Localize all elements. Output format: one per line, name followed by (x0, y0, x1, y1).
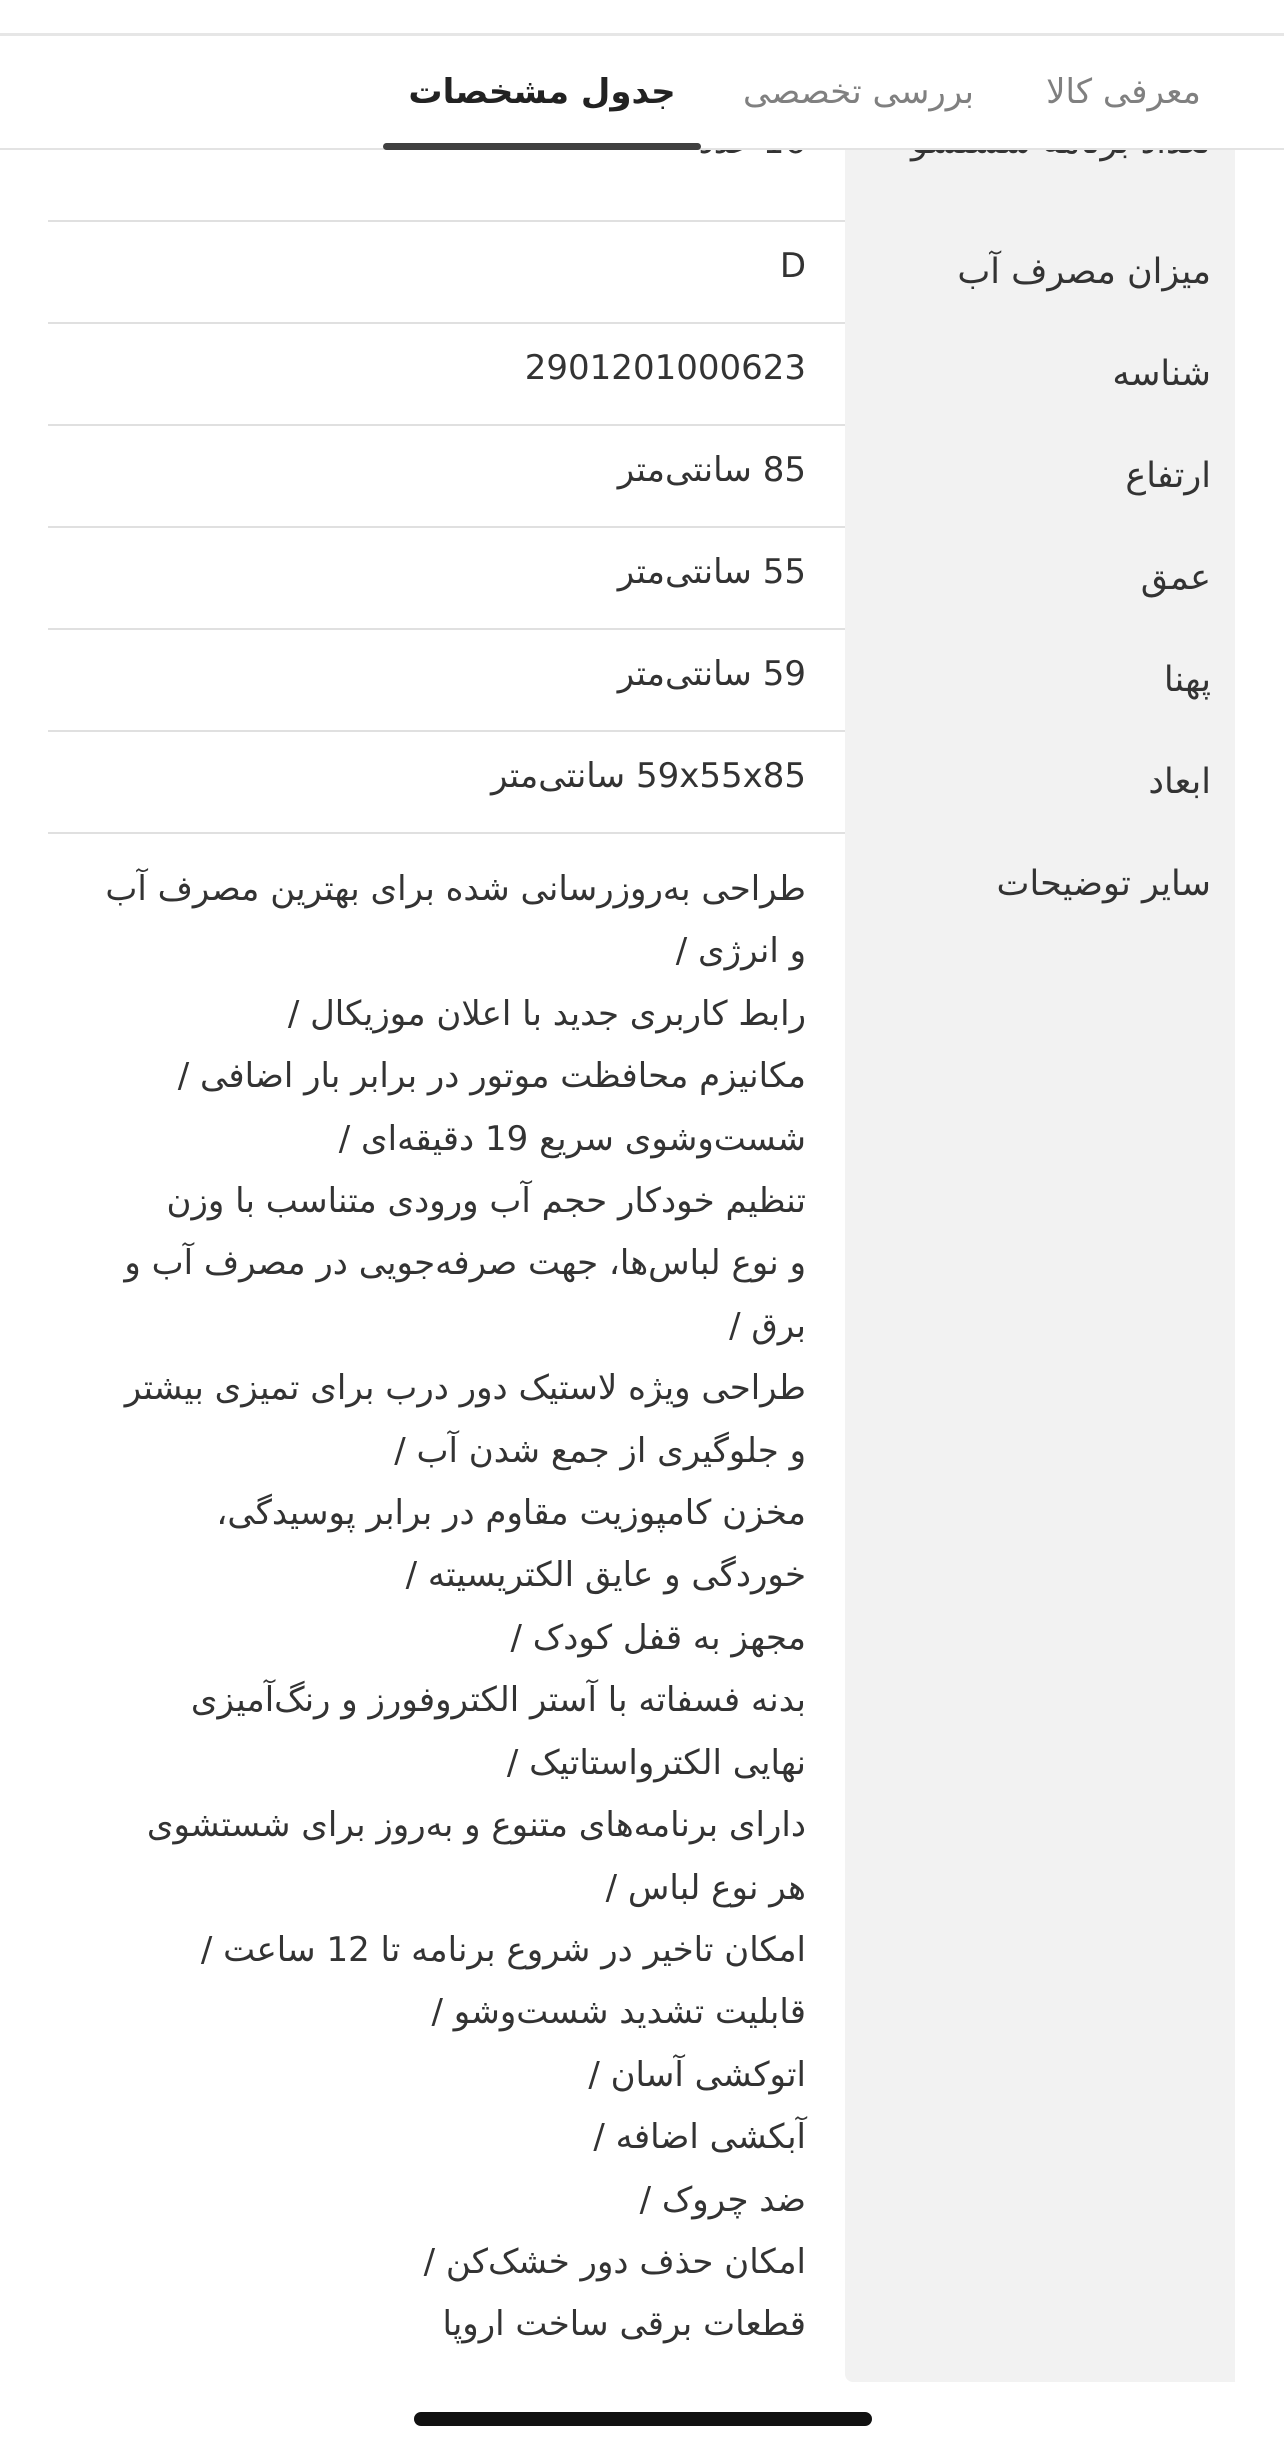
spec-row-dimensions (48, 732, 1235, 834)
home-indicator[interactable] (414, 2412, 872, 2426)
description-line: نهایی الکترواستاتیک / (506, 1742, 806, 1783)
spec-label: ابعاد (845, 732, 1235, 834)
description-line: خوردگی و عایق الکتریسیته / (405, 1555, 806, 1596)
spec-label: میزان مصرف آب (845, 222, 1235, 324)
spec-row-depth (48, 528, 1235, 630)
description-line: امکان تاخیر در شروع برنامه تا 12 ساعت / (200, 1929, 806, 1970)
tab-product-intro[interactable]: معرفی کالا (1046, 72, 1201, 112)
product-tabs (0, 36, 1284, 150)
spec-row-width (48, 630, 1235, 732)
description-line: تنظیم خودکار حجم آب ورودی متناسب با وزن (166, 1181, 806, 1222)
description-line: مجهز به قفل کودک / (510, 1617, 806, 1658)
description-line: هر نوع لباس / (605, 1867, 806, 1908)
description-line: قابلیت تشدید شست‌وشو / (431, 1992, 806, 2033)
description-line: ضد چروک / (639, 2179, 806, 2220)
description-line: آبکشی اضافه / (593, 2117, 806, 2158)
spec-value: 85 سانتی‌متر (48, 426, 845, 528)
description-line: شست‌وشوی سریع 19 دقیقه‌ای / (338, 1118, 806, 1159)
description-line: و نوع لباس‌ها، جهت صرفه‌جویی در مصرف آب و (124, 1243, 806, 1284)
spec-row-height (48, 426, 1235, 528)
spec-label: سایر توضیحات (845, 834, 1235, 2382)
description-line: بدنه فسفاته با آستر الکتروفورز و رنگ‌آمیزی (190, 1680, 806, 1721)
description-text (48, 834, 845, 2382)
description-line: قطعات برقی ساخت اروپا (442, 2304, 806, 2345)
spec-value: 2901201000623 (48, 324, 845, 426)
spec-label: ارتفاع (845, 426, 1235, 528)
description-line: طراحی ویژه لاستیک دور درب برای تمیزی بیشتر (124, 1368, 806, 1409)
spec-value: 59 سانتی‌متر (48, 630, 845, 732)
specifications-table (48, 122, 1235, 2382)
spec-label: پهنا (845, 630, 1235, 732)
spec-row-other-description (48, 834, 1235, 2382)
spec-value: D (48, 222, 845, 324)
spec-value: 55 سانتی‌متر (48, 528, 845, 630)
description-line: و انرژی / (675, 931, 806, 972)
description-line: مخزن کامپوزیت مقاوم در برابر پوسیدگی، (216, 1493, 806, 1534)
description-line: رابط کاربری جدید با اعلان موزیکال / (287, 993, 806, 1034)
description-line: اتوکشی آسان / (588, 2054, 806, 2095)
spec-label: شناسه (845, 324, 1235, 426)
spec-row-water-consumption (48, 222, 1235, 324)
description-line: طراحی به‌روزرسانی شده برای بهترین مصرف آب (105, 869, 806, 909)
spec-value: 59x55x85 سانتی‌متر (48, 732, 845, 834)
description-line: برق / (729, 1305, 806, 1346)
description-line: مکانیزم محافظت موتور در برابر بار اضافی / (177, 1056, 806, 1097)
spec-row-product-id (48, 324, 1235, 426)
spec-label: عمق (845, 528, 1235, 630)
tab-specifications[interactable]: جدول مشخصات (383, 36, 701, 148)
tab-expert-review[interactable]: بررسی تخصصی (743, 72, 974, 112)
description-line: و جلوگیری از جمع شدن آب / (394, 1430, 806, 1471)
description-line: دارای برنامه‌های متنوع و به‌روز برای شستشوی (146, 1805, 806, 1846)
description-line: امکان حذف دور خشک‌کن / (423, 2241, 806, 2282)
